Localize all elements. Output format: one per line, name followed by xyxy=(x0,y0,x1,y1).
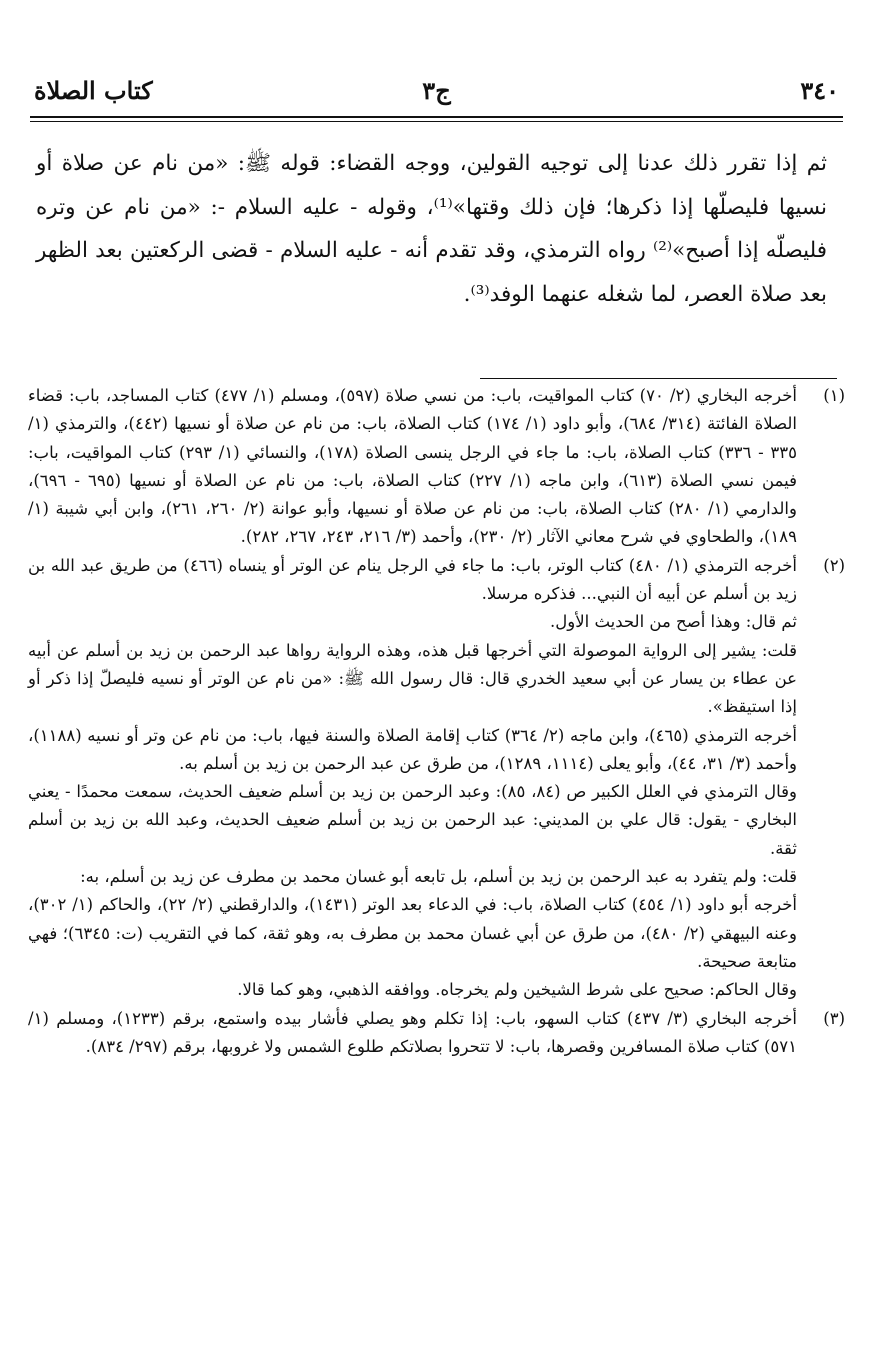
footnote-marker: (١) xyxy=(823,386,845,405)
page-number: ٣٤٠ xyxy=(800,76,839,105)
footnote-body xyxy=(28,552,797,1005)
footnote-paragraph: وقال الحاكم: صحيح على شرط الشيخين ولم يخرجاه. ووافقه الذهبي، وهو كما قالا. xyxy=(237,980,797,1000)
footnote-paragraph: أخرجه البخاري (٢/ ٧٠) كتاب المواقيت، باب: من نسي صلاة (٥٩٧)، ومسلم (١/ ٤٧٧) كتاب المساجد، باب: قضاء الصلاة الفائتة (٣١٤/ ٦٨٤)، وأبو داود (١/ ١٧٤) كتاب الصلاة، باب: من نام عن صلاة أو نسيها (٤٤٢)، والترمذي (١/ ٣٣٥ - ٣٣٦) كتاب الصلاة، باب: ما جاء في الرجل ينسى الصلاة (١٧٨)، والنسائي (١/ ٢٩٣) كتاب المواقيت، باب: فيمن نسي الصلاة (٦١٣)، وابن ماجه (١/ ٢٢٧) كتاب الصلاة، باب: من نام عن الصلاة أو نسيها (٦٩٥ - ٦٩٦)، والدارمي (١/ ٢٨٠) كتاب الصلاة، باب: من نام عن صلاة أو نسيها، وأبو عوانة (٢/ ٢٦٠، ٢٦١)، وابن أبي شيبة (١/ ١٨٩)، والطحاوي في شرح معاني الآثار (٢/ ٢٣٠)، وأحمد (٣/ ٢١٦، ٢٤٣، ٢٦٧، ٢٨٢). xyxy=(28,386,798,547)
footnote-paragraph: أخرجه الترمذي (١/ ٤٨٠) كتاب الوتر، باب: ما جاء في الرجل ينام عن الوتر أو ينساه (٤٦٦) من طريق عبد الله بن زيد بن أسلم عن أبيه أن النبي... فذكره مرسلا. xyxy=(28,555,797,604)
footnote-paragraph: قلت: ولم يتفرد به عبد الرحمن بن زيد بن أسلم، بل تابعه أبو غسان محمد بن مطرف عن زيد بن أسلم، به: xyxy=(80,867,797,887)
footnote-body xyxy=(28,382,797,552)
footnote-separator xyxy=(480,378,837,379)
book-title: كتاب الصلاة xyxy=(34,76,153,105)
header-rule-thin xyxy=(30,121,843,122)
footnote-body xyxy=(28,1005,797,1062)
footnote-marker: (٣) xyxy=(823,1008,845,1028)
footnote-paragraph: ثم قال: وهذا أصح من الحديث الأول. xyxy=(550,612,797,632)
footnote xyxy=(28,382,845,552)
main-paragraph: ثم إذا تقرر ذلك عدنا إلى توجيه القولين، ووجه القضاء: قوله ﷺ: «من نام عن صلاة أو نسيها فليصلّها إذا ذكرها؛ فإن ذلك وقتها»⁽¹⁾، وقوله - عليه السلام -: «من نام عن وتره فليصلّه إذا أصبح»⁽²⁾ رواه الترمذي، وقد تقدم أنه - عليه السلام - قضى الركعتين بعد الظهر بعد صلاة العصر، لما شغله عنهما الوفد⁽³⁾. xyxy=(36,151,827,307)
footnotes xyxy=(28,382,845,1061)
running-header xyxy=(30,74,843,114)
main-text xyxy=(36,142,827,316)
footnote-paragraph: أخرجه البخاري (٣/ ٤٣٧) كتاب السهو، باب: إذا تكلم وهو يصلي فأشار بيده واستمع، برقم (١٢٣٣)، ومسلم (١/ ٥٧١) كتاب صلاة المسافرين وقصرها، باب: لا تتحروا بصلاتكم طلوع الشمس ولا غروبها، برقم (٢٩٧/ ٨٣٤). xyxy=(28,1008,797,1056)
footnote-paragraph: أخرجه أبو داود (١/ ٤٥٤) كتاب الصلاة، باب: في الدعاء بعد الوتر (١٤٣١)، والدارقطني (٢/ ٢٢)، والحاكم (١/ ٣٠٢)، وعنه البيهقي (٢/ ٤٨٠)، من طرق عن أبي غسان محمد بن مطرف به، وهو ثقة، كما في التقريب (ت: ٦٣٤٥)؛ فهي متابعة صحيحة. xyxy=(28,895,797,971)
volume-label: ج٣ xyxy=(422,76,451,105)
footnote-marker: (٢) xyxy=(823,555,845,575)
footnote xyxy=(28,1005,845,1062)
footnote xyxy=(28,552,845,1005)
footnote-paragraph: أخرجه الترمذي (٤٦٥)، وابن ماجه (٢/ ٣٦٤) كتاب إقامة الصلاة والسنة فيها، باب: من نام عن وتر أو نسيه (١١٨٨)، وأحمد (٣/ ٣١، ٤٤)، وأبو يعلى (١١١٤، ١٢٨٩)، من طرق عن عبد الرحمن بن زيد بن أسلم به. xyxy=(28,725,797,773)
footnote-paragraph: وقال الترمذي في العلل الكبير ص (٨٤، ٨٥): وعبد الرحمن بن زيد بن أسلم ضعيف الحديث، سمعت محمدًا - يعني البخاري - يقول: قال علي بن المديني: عبد الرحمن بن زيد بن أسلم ضعيف الحديث، وعبد الله بن زيد بن أسلم ثقة. xyxy=(28,782,797,858)
footnote-paragraph: قلت: يشير إلى الرواية الموصولة التي أخرجها قبل هذه، وهذه الرواية رواها عبد الرحمن بن زيد بن أسلم عن أبيه عن عطاء بن يسار عن أبي سعيد الخدري قال: قال رسول الله ﷺ: «من نام عن الوتر أو نسيه فليصلّ إذا ذكر أو إذا استيقظ». xyxy=(28,640,797,717)
header-rule-thick xyxy=(30,116,843,118)
